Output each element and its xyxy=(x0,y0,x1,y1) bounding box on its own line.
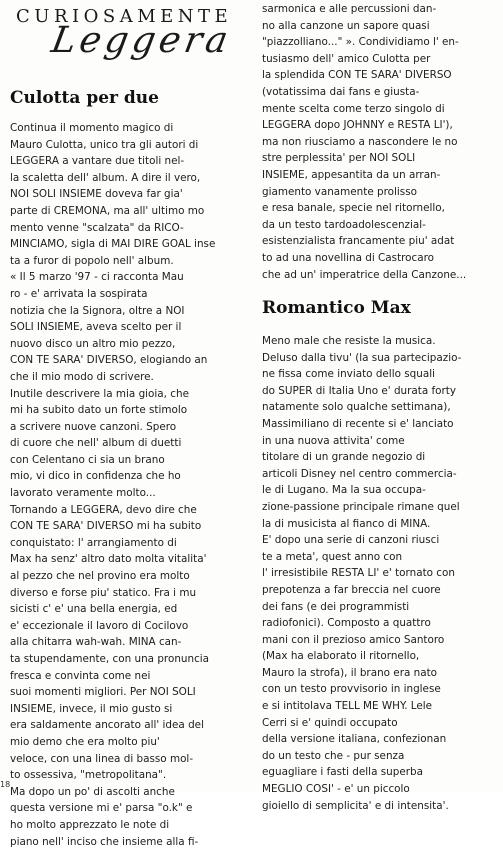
text-line: a scrivere nuove canzoni. Spero xyxy=(10,420,177,433)
text-line: lavorato veramente molto... xyxy=(10,487,156,500)
text-line: « Il 5 marzo '97 - ci racconta Mau xyxy=(10,271,184,284)
text-line: tusiasmo dell' amico Culotta per xyxy=(262,52,431,65)
text-line: INSIEME, invece, il mio gusto si xyxy=(10,702,173,715)
text-line: mio, vi dico in confidenza che ho xyxy=(10,470,181,483)
text-line: Massimiliano di recente si e' lanciato xyxy=(262,417,454,430)
text-line: sarmonica e alle percussioni dan- xyxy=(262,3,437,15)
text-line: l' irresistibile RESTA LI' e' tornato con xyxy=(262,567,455,580)
text-line: la scaletta dell' album. A dire il vero, xyxy=(10,171,201,184)
text-line: SOLI INSIEME, aveva scelto per il xyxy=(10,321,182,334)
article-body-culotta-continued xyxy=(262,1,498,283)
text-line: della versione italiana, confezionan xyxy=(262,733,447,746)
text-line: "piazzolliano..." ». Condividiamo l' en- xyxy=(262,36,459,49)
text-line: e resa banale, specie nel ritornello, xyxy=(262,202,445,215)
text-line: to ossessiva, "metropolitana". xyxy=(10,769,167,782)
text-line: veloce, con una linea di basso mol- xyxy=(10,752,194,765)
text-line: radiofonici). Composto a quattro xyxy=(262,617,431,630)
text-line: la splendida CON TE SARA' DIVERSO xyxy=(262,69,452,82)
text-line: Continua il momento magico di xyxy=(10,122,174,134)
text-line: con un testo provvisorio in inglese xyxy=(262,683,441,696)
page-number: 18 xyxy=(0,780,11,789)
text-line: da un testo tardoadolescenzial- xyxy=(262,218,426,231)
text-line: (votatissima dai fans e giusta- xyxy=(262,85,420,98)
text-line: ne fissa come inviato dello squali xyxy=(262,368,435,381)
text-line: notizia che la Signora, oltre a NOI xyxy=(10,304,185,317)
text-line: Mauro Culotta, unico tra gli autori di xyxy=(10,138,199,151)
text-line: Max ha senz' altro dato molta vitalita' xyxy=(10,553,207,566)
text-line: Mauro la strofa), il brano era nato xyxy=(262,666,438,679)
text-line: INSIEME, appesantita da un arran- xyxy=(262,168,441,181)
text-line: alla chitarra wah-wah. MINA can- xyxy=(10,636,182,649)
text-line: Inutile descrivere la mia gioia, che xyxy=(10,387,189,400)
text-line: titolare di un grande negozio di xyxy=(262,451,426,464)
text-line: CON TE SARA' DIVERSO mi ha subito xyxy=(10,520,202,533)
text-line: NOI SOLI INSIEME doveva far gia' xyxy=(10,188,183,201)
text-line: conquistato: l' arrangiamento di xyxy=(10,536,177,549)
article-title-romantico-max: Romantico Max xyxy=(262,298,411,318)
text-line: diverso e forse piu' statico. Fra i mu xyxy=(10,586,197,599)
text-line: ho molto apprezzato le note di xyxy=(10,818,170,831)
text-line: al pezzo che nel provino era molto xyxy=(10,570,190,583)
text-line: E' dopo una serie di canzoni riusci xyxy=(262,534,440,547)
text-line: gioiello di semplicita' e di intensita'. xyxy=(262,799,449,812)
text-line: Deluso dalla tivu' (la sua partecipazio- xyxy=(262,351,462,364)
text-line: Cerri si e' quindi occupato xyxy=(262,716,398,729)
text-line: mani con il prezioso amico Santoro xyxy=(262,633,445,646)
column-masthead xyxy=(6,2,250,76)
article-title-culotta: Culotta per due xyxy=(10,88,159,108)
text-line: sicisti c' e' una bella energia, ed xyxy=(10,603,178,616)
text-line: fresca e convinta come nei xyxy=(10,669,151,682)
text-line: che ad un' imperatrice della Canzone... xyxy=(262,268,467,281)
text-line: Ma dopo un po' di ascolti anche xyxy=(10,785,175,798)
text-line: mi ha subito dato un forte stimolo xyxy=(10,404,188,417)
text-line: ta a furor di popolo nell' album. xyxy=(10,254,174,267)
text-line: LEGGERA dopo JOHNNY e RESTA LI'), xyxy=(262,119,453,132)
text-line: e si intitolava TELL ME WHY. Lele xyxy=(262,700,433,713)
text-line: to ad una novellina di Castrocaro xyxy=(262,251,435,264)
text-line: era saldamente ancorato all' idea del xyxy=(10,719,204,732)
text-line: articoli Disney nel centro commercia- xyxy=(262,467,457,480)
text-line: do un testo che - pur senza xyxy=(262,749,405,762)
text-line: suoi momenti migliori. Per NOI SOLI xyxy=(10,686,196,699)
text-line: dei fans (e dei programmisti xyxy=(262,600,410,613)
text-line: mente scelta come terzo singolo di xyxy=(262,102,445,115)
text-line: ma non riusciamo a nascondere le no xyxy=(262,135,458,148)
text-line: MEGLIO COSI' - e' un piccolo xyxy=(262,783,410,796)
text-line: in una nuova attivita' come xyxy=(262,434,405,447)
text-line: stre perplessita' per NOI SOLI xyxy=(262,152,416,165)
text-line: mio demo che era molto piu' xyxy=(10,735,160,748)
text-line: di cuore che nell' album di duetti xyxy=(10,437,182,450)
text-line: eguagliare i fasti della superba xyxy=(262,766,423,779)
text-line: LEGGERA a vantare due titoli nel- xyxy=(10,155,185,168)
text-line: ta stupendamente, con una pronuncia xyxy=(10,653,210,665)
article-body-romantico-max xyxy=(262,333,498,814)
text-line: la di musicista al fianco di MINA. xyxy=(262,517,431,530)
text-line: do SUPER di Italia Uno e' durata forty xyxy=(262,384,457,397)
masthead-script-title: Leggera xyxy=(48,20,235,61)
article-body-culotta xyxy=(10,120,248,850)
text-line: Meno male che resiste la musica. xyxy=(262,335,436,347)
text-line: no alla canzone un sapore quasi xyxy=(262,19,430,32)
text-line: te a meta', quest anno con xyxy=(262,550,403,563)
text-line: piano nell' inciso che insieme alla fi- xyxy=(10,835,199,848)
text-line: MINCIAMO, sigla di MAI DIRE GOAL inse xyxy=(10,238,216,251)
text-line: mento venne "scalzata" da RICO- xyxy=(10,221,184,234)
text-line: zione-passione principale rimane quel xyxy=(262,500,460,513)
text-line: ro - e' arrivata la sospirata xyxy=(10,287,148,300)
text-line: CON TE SARA' DIVERSO, elogiando an xyxy=(10,354,208,367)
text-line: e' eccezionale il lavoro di Cocilovo xyxy=(10,619,189,632)
text-line: che il mio modo di scrivere. xyxy=(10,370,154,383)
text-line: le di Lugano. Ma la sua occupa- xyxy=(262,484,426,497)
text-line: con Celentano ci sia un brano xyxy=(10,453,165,466)
text-line: (Max ha elaborato il ritornello, xyxy=(262,650,420,663)
masthead-top-title: CURIOSAMENTE xyxy=(16,6,233,27)
text-line: questa versione mi e' parsa "o.k" e xyxy=(10,802,193,815)
text-line: prepotenza a far breccia nel cuore xyxy=(262,583,441,596)
text-line: giamento vanamente prolisso xyxy=(262,185,417,198)
text-line: parte di CREMONA, ma all' ultimo mo xyxy=(10,204,205,217)
text-line: Tornando a LEGGERA, devo dire che xyxy=(10,503,197,516)
text-line: natamente solo qualche settimana), xyxy=(262,401,451,414)
text-line: nuovo disco un altro mio pezzo, xyxy=(10,337,176,350)
text-line: esistenzialista francamente piu' adat xyxy=(262,235,455,248)
